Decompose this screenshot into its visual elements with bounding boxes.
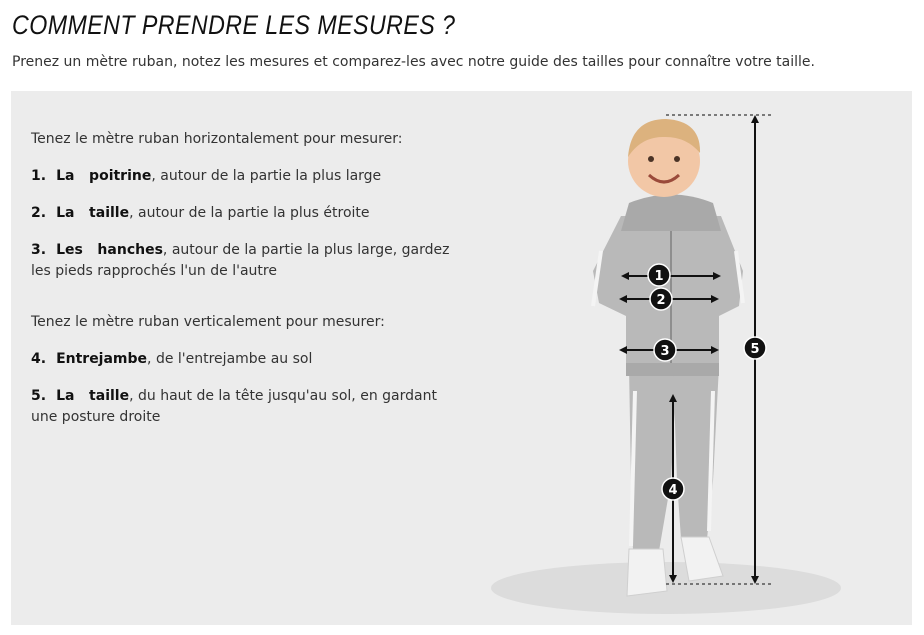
- instruction-hips: [31, 240, 461, 282]
- marker-1: [648, 264, 670, 286]
- item-description: , autour de la partie la plus large, gardez les pieds rapprochés l'un de l'autre: [31, 242, 450, 279]
- item-number: 4.: [31, 351, 47, 367]
- marker-4-label: 4: [668, 483, 678, 498]
- marker-3: [654, 339, 676, 361]
- marker-5-label: 5: [750, 342, 760, 357]
- item-description: , autour de la partie la plus large: [151, 168, 382, 184]
- item-number: 1.: [31, 168, 47, 184]
- measurement-panel: [11, 91, 912, 625]
- item-description: , du haut de la tête jusqu'au sol, en gardant une posture droite: [31, 388, 437, 425]
- instruction-waist: [31, 203, 461, 224]
- vertical-intro: Tenez le mètre ruban verticalement pour mesurer:: [31, 314, 385, 330]
- right-shoe: [681, 537, 723, 581]
- item-description: , autour de la partie la plus étroite: [129, 205, 370, 221]
- hoodie-hem: [626, 363, 719, 376]
- marker-2-label: 2: [656, 293, 666, 308]
- marker-3-label: 3: [660, 344, 670, 359]
- item-label: Entrejambe: [56, 351, 148, 367]
- page-title: COMMENT PRENDRE LES MESURES ?: [12, 10, 456, 40]
- item-label: La taille: [56, 205, 130, 221]
- item-number: 2.: [31, 205, 47, 221]
- horizontal-intro: Tenez le mètre ruban horizontalement pour mesurer:: [31, 131, 403, 147]
- marker-1-label: 1: [654, 269, 664, 284]
- item-label: Les hanches: [56, 242, 163, 258]
- child-eye: [674, 156, 680, 162]
- item-description: , de l'entrejambe au sol: [147, 351, 313, 367]
- instructions: [31, 129, 461, 444]
- child-measurement-illustration: [481, 91, 912, 625]
- page-subtitle: Prenez un mètre ruban, notez les mesures et comparez-les avec notre guide des tailles pour connaître votre taille.: [12, 54, 815, 70]
- instruction-inseam: [31, 349, 461, 370]
- child-eye: [648, 156, 654, 162]
- instruction-chest: [31, 166, 461, 187]
- marker-2: [650, 288, 672, 310]
- item-number: 3.: [31, 242, 47, 258]
- item-number: 5.: [31, 388, 47, 404]
- left-shoe: [627, 549, 667, 596]
- hood: [621, 195, 721, 232]
- item-label: La poitrine: [56, 168, 152, 184]
- marker-5: [744, 337, 766, 359]
- item-label: La taille: [56, 388, 130, 404]
- instruction-height: [31, 386, 461, 428]
- marker-4: [662, 478, 684, 500]
